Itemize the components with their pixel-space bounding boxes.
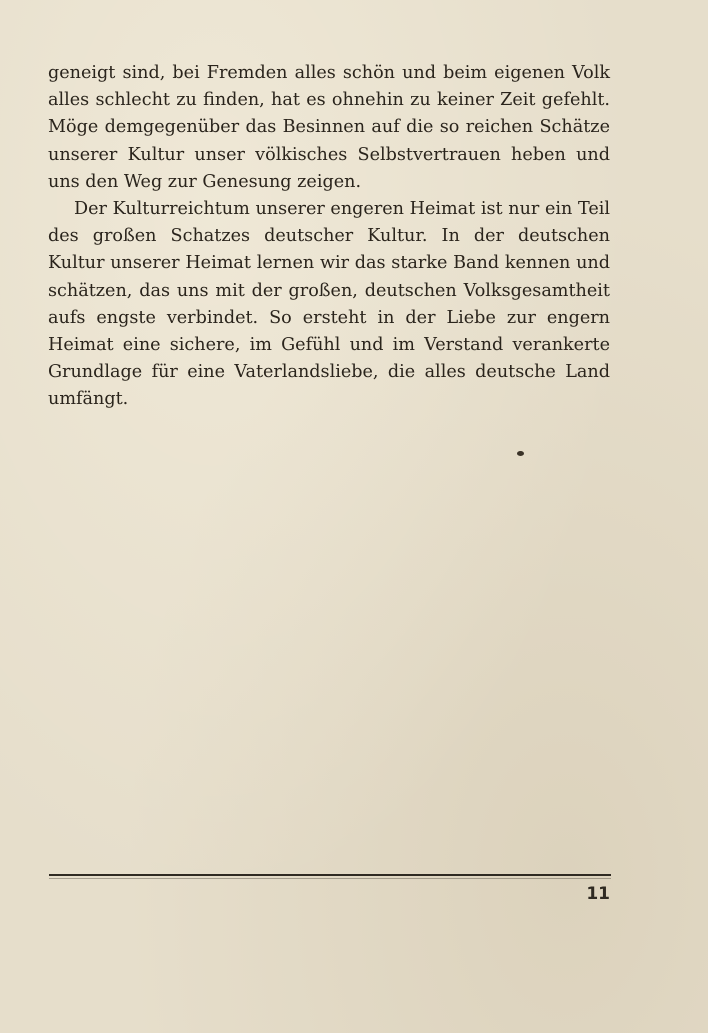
page-number: 11 — [586, 884, 610, 904]
footer-rule-shadow — [49, 878, 611, 879]
ink-speck — [517, 451, 524, 456]
paragraph-continued: geneigt sind, bei Fremden alles schön und beim eigenen Volk alles schlecht zu finden, hat es ohnehin zu keiner Zeit gefehlt. Möge demgegenüber das Besinnen auf die so reichen Schätze unserer Kultur unser völkisches Selbstvertrauen heben und uns den Weg zur Genesung zeigen. — [48, 63, 610, 192]
footer-rule — [49, 874, 611, 876]
body-text — [48, 60, 610, 414]
paragraph-kulturreichtum: Der Kulturreichtum unserer engeren Heimat ist nur ein Teil des großen Schatzes deutscher Kultur. In der deutschen Kultur unserer Heimat lernen wir das starke Band kennen und schätzen, das uns mit der großen, deutschen Volksgesamtheit aufs engste verbindet. So ersteht in der Liebe zur engern Heimat eine sichere, im Gefühl und im Verstand verankerte Grundlage für eine Vaterlandsliebe, die alles deutsche Land umfängt. — [48, 199, 610, 410]
